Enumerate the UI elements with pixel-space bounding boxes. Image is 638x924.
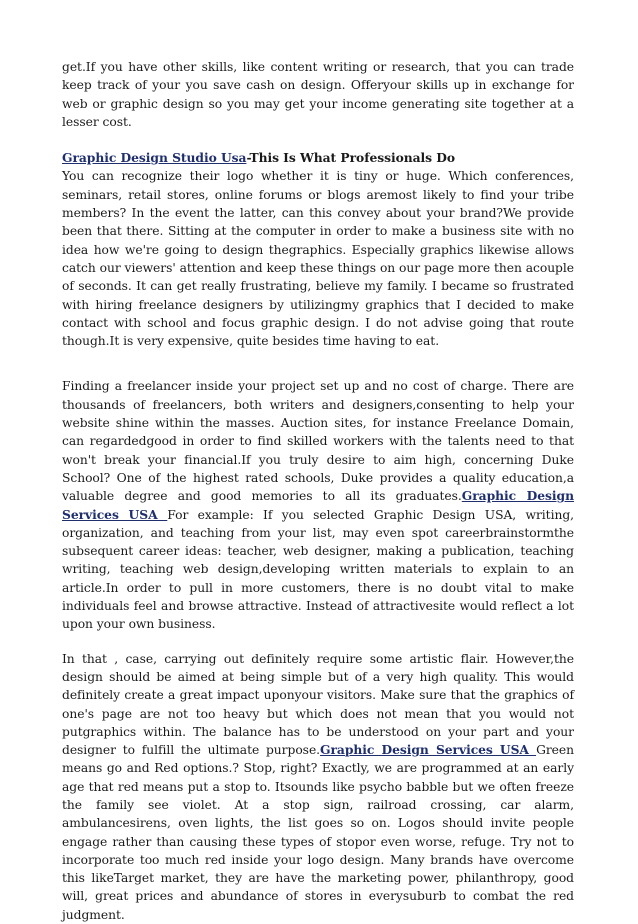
spacer: [62, 350, 574, 377]
section3-text-before: In that , case, carrying out definitely require some artistic flair. However,the design should be aimed at being simple but of a very high quality. This would definitely create a great impact uponyour visitors. Make sure that the graphics of one's page are not too heavy but which does not mean that you would not putgraphics within. The balance has to be understood on your part and your designer to fulfill the ultimate purpose.: [62, 651, 574, 758]
section1-heading-text: -This Is What Professionals Do: [246, 150, 456, 166]
document-page: [62, 58, 574, 924]
section1-heading: [62, 149, 574, 167]
section2-paragraph: [62, 377, 574, 633]
spacer: [62, 131, 574, 149]
section3-text-after: Green means go and Red options.? Stop, right? Exactly, we are programmed at an early age that red means put a stop to. Itsounds like psycho babble but we often freeze the family see violet. At a stop sign, railroad crossing, car alarm, ambulancesirens, oven lights, the list goes so on. Logos should invite people engage rather than causing these types of stopor even worse, refuge. Try not to incorporate too much red inside your logo design. Many brands have overcome this likeTarget market, they are have the marketing power, philanthropy, good will, great prices and abundance of stores in everysuburb to combat the red judgment.: [62, 743, 574, 922]
graphic-design-studio-usa-link[interactable]: Graphic Design Studio Usa: [62, 150, 247, 166]
section2-text-before: Finding a freelancer inside your project set up and no cost of charge. There are thousands of freelancers, both writers and designers,consenting to help your website shine within the masses. Auction sites, for instance Freelance Domain, can regardedgood in order to find skilled workers with the talents need to that won't break your financial.If you truly desire to aim high, concerning Duke School? One of the highest rated schools, Duke provides a quality education,a valuable degree and good memories to all its graduates.: [62, 379, 574, 504]
spacer: [62, 634, 574, 650]
graphic-design-services-usa-link-2[interactable]: Graphic Design Services USA: [320, 742, 537, 758]
section2-text-after: For example: If you selected Graphic Design USA, writing, organization, and teaching from your list, may even spot careerbrainstormthe subsequent career ideas: teacher, web designer, making a publication, teaching writing, teaching web design,developing written materials to explain to an article.In order to pull in more customers, there is no doubt vital to make individuals feel and browse attractive. Instead of attractivesite would reflect a lot upon your own business.: [62, 507, 575, 632]
section1-paragraph: You can recognize their logo whether it is tiny or huge. Which conferences, seminars, retail stores, online forums or blogs aremost likely to find your tribe members? In the event the latter, can this convey about your brand?We provide been that there. Sitting at the computer in order to make a business site with no idea how we're going to design thegraphics. Especially graphics likewise allows catch our viewers' attention and keep these things on our page more then acouple of seconds. It can get really frustrating, believe my family. I became so frustrated with hiring freelance designers by utilizingmy graphics that I decided to make contact with school and focus graphic design. I do not advise going that route though.It is very expensive, quite besides time having to eat.: [62, 169, 574, 349]
intro-paragraph: get.If you have other skills, like content writing or research, that you can trade keep track of your you save cash on design. Offeryour skills up in exchange for web or graphic design so you may get your income generating site together at a lesser cost.: [62, 60, 574, 129]
graphic-design-services-usa-link[interactable]: Graphic Design Services USA: [62, 488, 574, 522]
section3-paragraph: [62, 650, 574, 924]
